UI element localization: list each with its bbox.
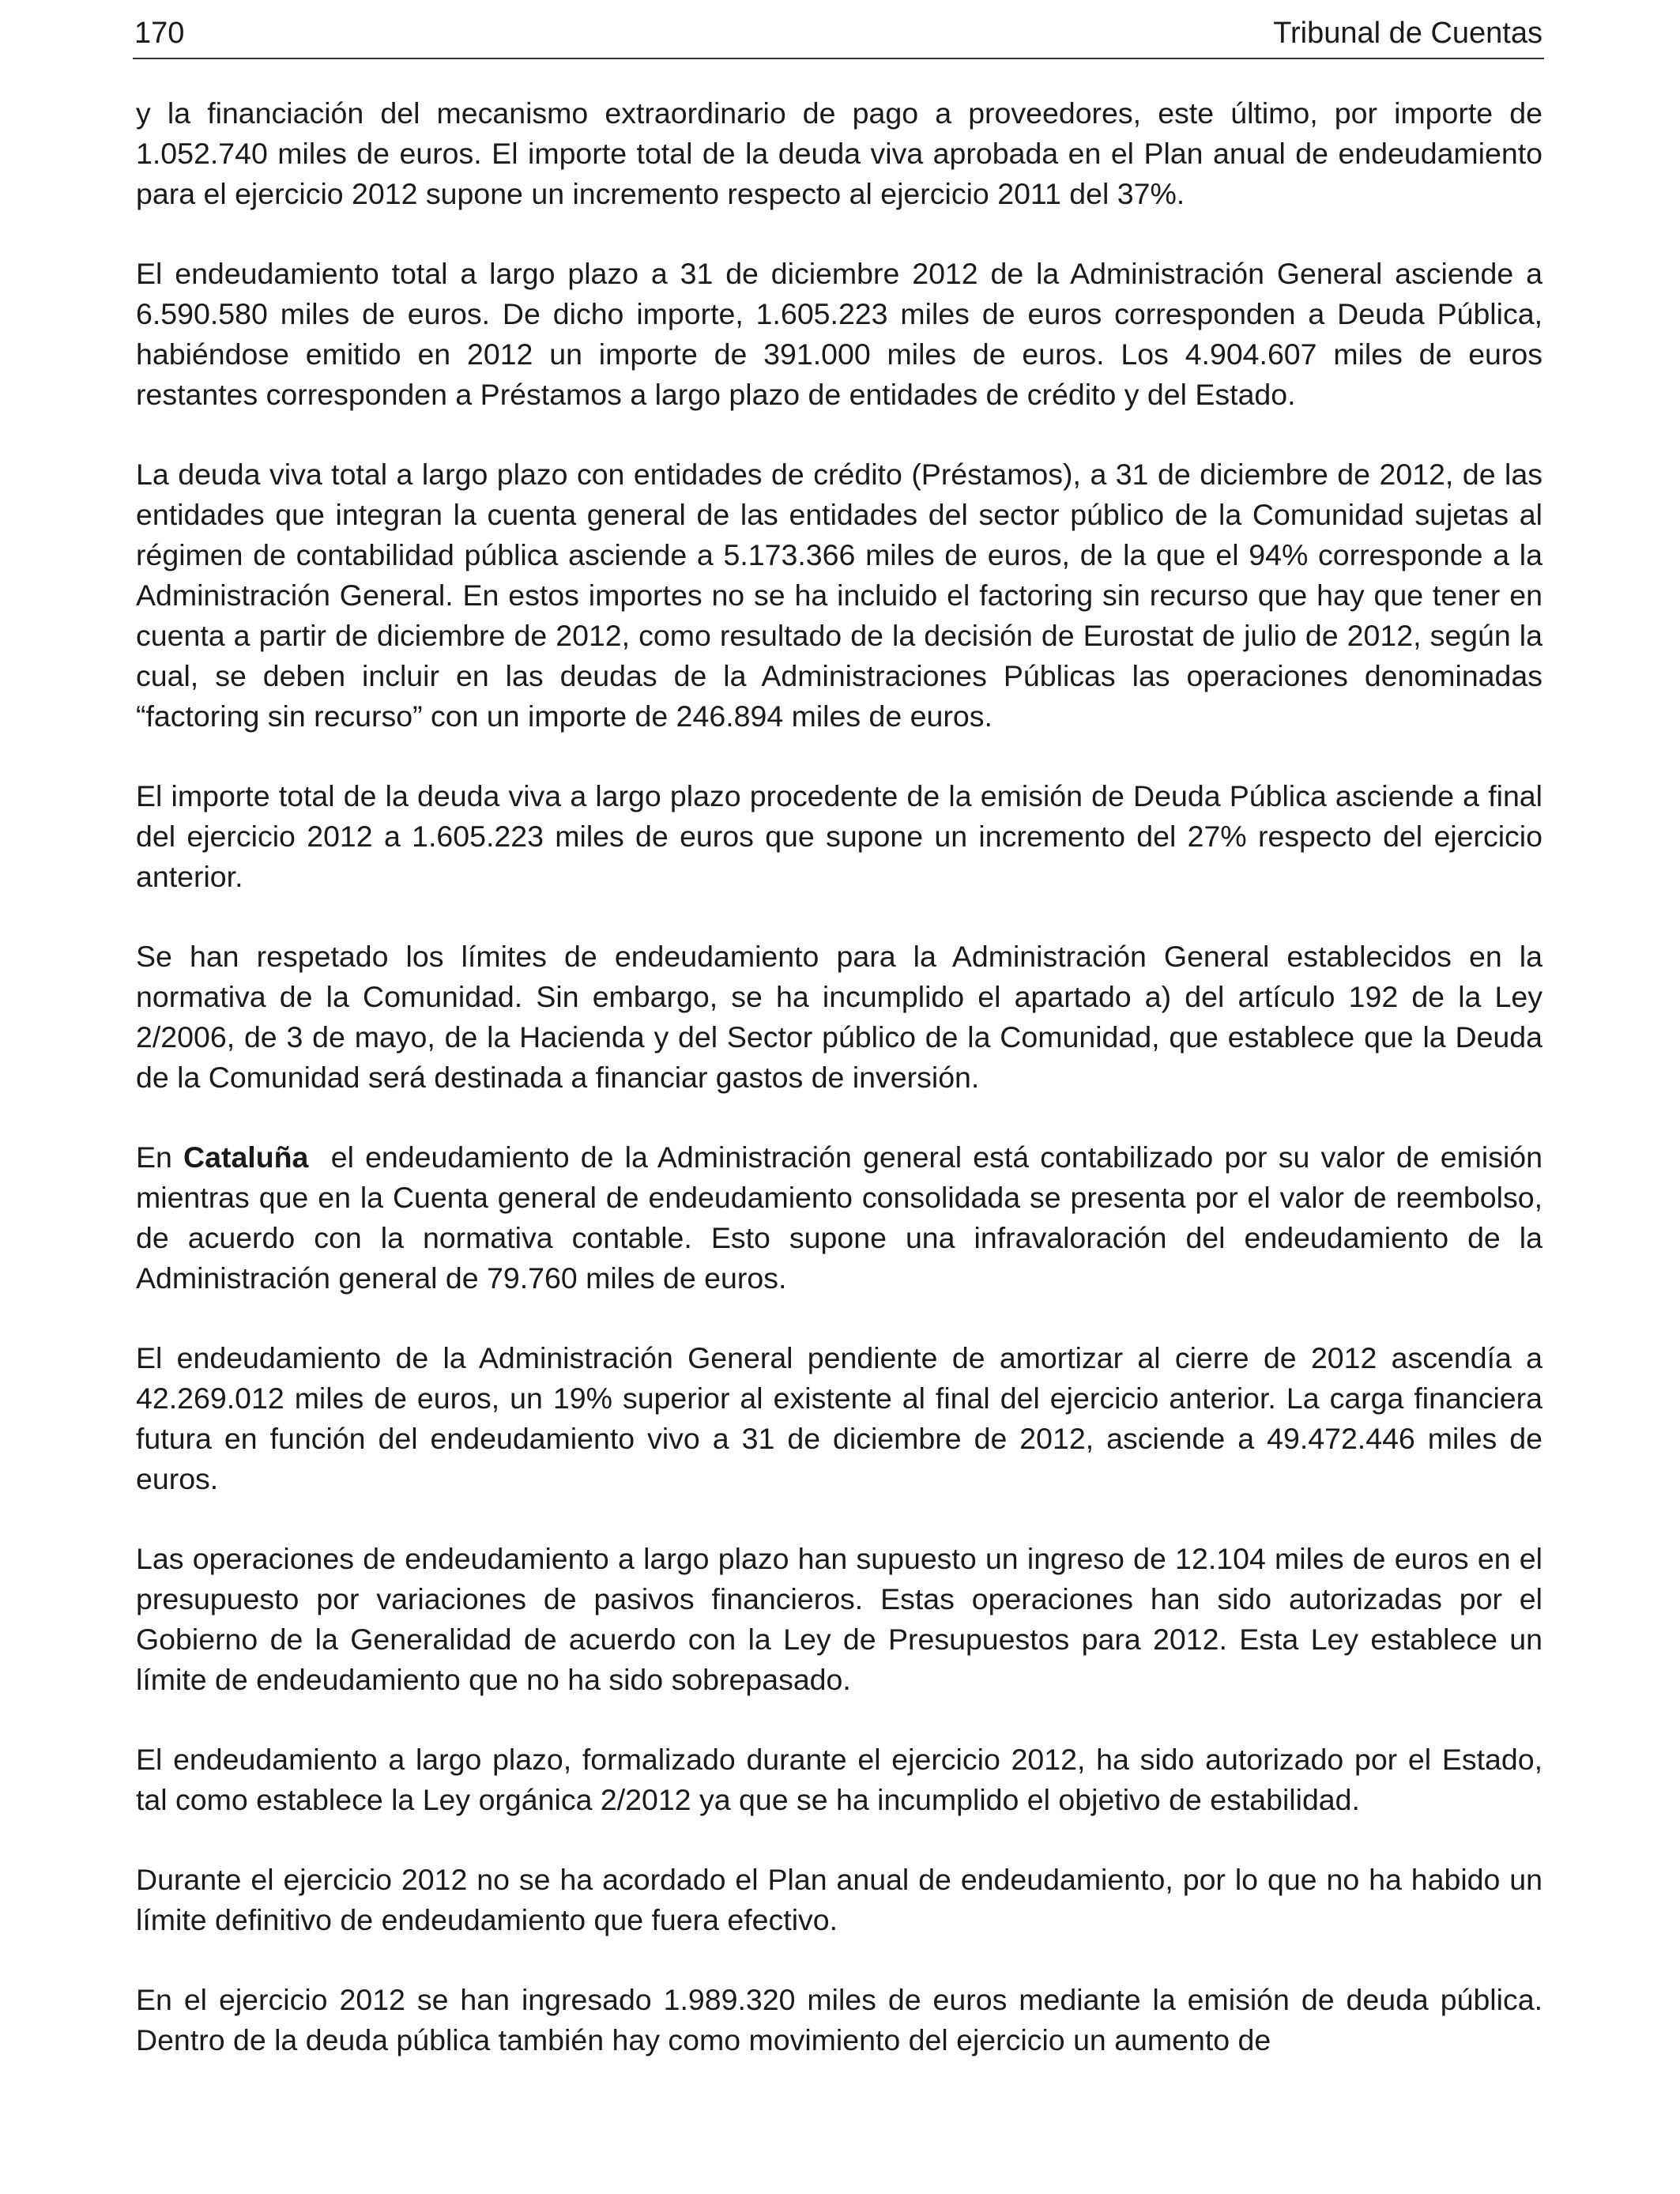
region-name-bold: Cataluña bbox=[183, 1140, 309, 1174]
paragraph-text: el endeudamiento de la Administración general está contabilizado por su valor de emisión mientras que en la Cuenta general de endeudamiento consolidada se presenta por el valor de reembolso, de acuerdo con la normativa contable. Esto supone una infravaloración del endeudamiento de la Administración general de 79.760 miles de euros. bbox=[136, 1140, 1551, 1295]
paragraph: Las operaciones de endeudamiento a largo plazo han supuesto un ingreso de 12.104 miles de euros en el presupuesto por variaciones de pasivos financieros. Estas operaciones han sido autorizadas por el Gobierno de la Generalidad de acuerdo con la Ley de Presupuestos para 2012. Esta Ley establece un límite de endeudamiento que no ha sido sobrepasado. bbox=[136, 1542, 1543, 1696]
paragraph: y la financiación del mecanismo extraordinario de pago a proveedores, este último, por importe de 1.052.740 miles de euros. El importe total de la deuda viva aprobada en el Plan anual de endeudamiento para el ejercicio 2012 supone un incremento respecto al ejercicio 2011 del 37%. bbox=[136, 96, 1543, 210]
page-number: 170 bbox=[134, 17, 185, 50]
header-title: Tribunal de Cuentas bbox=[1273, 17, 1543, 50]
paragraph: El endeudamiento total a largo plazo a 31 de diciembre 2012 de la Administración General asciende a 6.590.580 miles de euros. De dicho importe, 1.605.223 miles de euros corresponden a Deuda Pública, habiéndose emitido en 2012 un importe de 391.000 miles de euros. Los 4.904.607 miles de euros restantes corresponden a Préstamos a largo plazo de entidades de crédito y del Estado. bbox=[136, 257, 1543, 411]
document-body bbox=[136, 93, 1551, 2060]
paragraph: El importe total de la deuda viva a largo plazo procedente de la emisión de Deuda Pública asciende a final del ejercicio 2012 a 1.605.223 miles de euros que supone un incremento del 27% respecto del ejercicio anterior. bbox=[136, 779, 1543, 893]
paragraph-prefix: En bbox=[136, 1140, 184, 1174]
header-rule bbox=[133, 58, 1544, 59]
paragraph: El endeudamiento a largo plazo, formalizado durante el ejercicio 2012, ha sido autorizado por el Estado, tal como establece la Ley orgánica 2/2012 ya que se ha incumplido el objetivo de estabilidad. bbox=[136, 1743, 1543, 1816]
paragraph: El endeudamiento de la Administración General pendiente de amortizar al cierre de 2012 ascendía a 42.269.012 miles de euros, un 19% superior al existente al final del ejercicio anterior. La carga financiera futura en función del endeudamiento vivo a 31 de diciembre de 2012, asciende a 49.472.446 miles de euros. bbox=[136, 1341, 1543, 1495]
page-header bbox=[134, 14, 1543, 55]
paragraph: Se han respetado los límites de endeudamiento para la Administración General establecidos en la normativa de la Comunidad. Sin embargo, se ha incumplido el apartado a) del artículo 192 de la Ley 2/2006, de 3 de mayo, de la Hacienda y del Sector público de la Comunidad, que establece que la Deuda de la Comunidad será destinada a financiar gastos de inversión. bbox=[136, 940, 1543, 1094]
paragraph: La deuda viva total a largo plazo con entidades de crédito (Préstamos), a 31 de diciembre de 2012, de las entidades que integran la cuenta general de las entidades del sector público de la Comunidad sujetas al régimen de contabilidad pública asciende a 5.173.366 miles de euros, de la que el 94% corresponde a la Administración General. En estos importes no se ha incluido el factoring sin recurso que hay que tener en cuenta a partir de diciembre de 2012, como resultado de la decisión de Eurostat de julio de 2012, según la cual, se deben incluir en las deudas de la Administraciones Públicas las operaciones denominadas “factoring sin recurso” con un importe de 246.894 miles de euros. bbox=[136, 458, 1543, 733]
paragraph: Durante el ejercicio 2012 no se ha acordado el Plan anual de endeudamiento, por lo que no ha habido un límite definitivo de endeudamiento que fuera efectivo. bbox=[136, 1863, 1543, 1936]
paragraph: En el ejercicio 2012 se han ingresado 1.989.320 miles de euros mediante la emisión de deuda pública. Dentro de la deuda pública también hay como movimiento del ejercicio un aumento de bbox=[136, 1983, 1543, 2056]
paragraph bbox=[136, 1137, 1551, 1299]
